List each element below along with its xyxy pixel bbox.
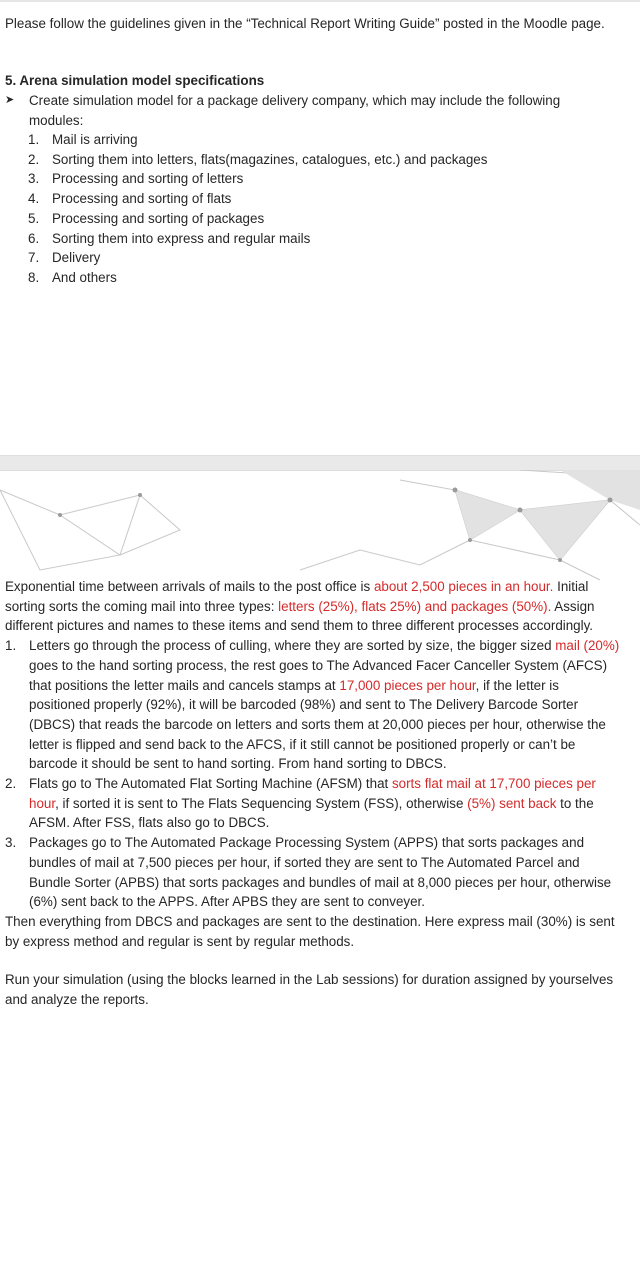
list-item xyxy=(28,248,487,268)
list-item-text: Sorting them into express and regular mails xyxy=(52,230,311,246)
list-item-number: 3. xyxy=(28,171,40,187)
text-run: , if sorted it is sent to The Flats Sequencing System (FSS), otherwise xyxy=(55,795,468,811)
list-item-text xyxy=(29,636,621,774)
text-run: Exponential time between arrivals of mails to the post office is xyxy=(5,579,374,594)
polygon-network-decoration xyxy=(0,470,640,585)
text-run: Initial sorting sorts the coming mail into three types: xyxy=(5,579,589,614)
list-item xyxy=(28,169,487,189)
list-item-text: Processing and sorting of packages xyxy=(52,210,265,226)
module-list xyxy=(28,130,487,288)
list-item-number: 2. xyxy=(5,776,17,792)
list-item-number: 6. xyxy=(28,230,40,246)
list-item-text xyxy=(29,833,621,912)
list-item-number: 5. xyxy=(28,210,40,226)
list-item-number: 3. xyxy=(5,835,17,851)
list-item-number: 4. xyxy=(28,191,40,207)
arrival-paragraph xyxy=(5,577,625,636)
run-instructions: Run your simulation (using the blocks learned in the Lab sessions) for duration assigned by yourselves and analyze the reports. xyxy=(5,972,614,1008)
list-item-number: 1. xyxy=(5,638,17,654)
list-item-text: Processing and sorting of flats xyxy=(52,191,232,207)
highlighted-text: (5%) sent back xyxy=(467,795,557,811)
text-run: Assign different pictures and names to these items and send them to three different processes accordingly. xyxy=(5,598,595,634)
top-rule xyxy=(0,0,640,2)
list-item-number: 7. xyxy=(28,250,40,266)
highlighted-text: letters (25%), flats 25%) and packages (50%). xyxy=(278,598,552,614)
list-item xyxy=(28,150,487,170)
text-run: goes to the hand sorting process, the rest goes to The Advanced Facer Canceller System (AFCS) that positions the letter mails and cancels stamps at xyxy=(29,657,608,693)
list-item xyxy=(28,229,487,249)
text-run: to the AFSM. After FSS, flats also go to DBCS. xyxy=(29,795,594,831)
destination-paragraph: Then everything from DBCS and packages are sent to the destination. Here express mail (30%) is sent by express method and regular is sent by regular methods. xyxy=(5,913,615,949)
highlighted-text: 17,000 pieces per hour xyxy=(339,677,476,693)
list-item-text: Processing and sorting of letters xyxy=(52,171,244,187)
spec-bullet-text: Create simulation model for a package delivery company, which may include the following modules: xyxy=(29,93,561,128)
text-run: Flats go to The Automated Flat Sorting Machine (AFSM) that xyxy=(29,776,392,792)
intro-text: Please follow the guidelines given in the “Technical Report Writing Guide” posted in the Moodle page. xyxy=(5,16,605,31)
list-item-text: Delivery xyxy=(52,250,101,266)
list-item-number: 1. xyxy=(28,132,40,147)
list-item-text xyxy=(29,774,621,833)
list-item xyxy=(28,130,487,150)
list-item-text: And others xyxy=(52,269,117,285)
list-item xyxy=(28,209,487,229)
page-divider xyxy=(0,455,640,471)
text-run: , if the letter is positioned properly (92%), it will be barcoded (98%) and sent to The Delivery Barcode Sorter (DBCS) that reads the barcode on letters and sorts them at 20,000 pieces per hour, otherwise the letter is flipped and send back to the AFCS, if it still cannot be positioned properly or can’t be barcode it should be sent to hand sorting. From hand sorting to DBCS. xyxy=(29,677,606,772)
list-item xyxy=(28,268,487,288)
highlighted-text: about 2,500 pieces in an hour. xyxy=(373,579,554,594)
text-run: Letters go through the process of culling, where they are sorted by size, the bigger sized xyxy=(29,638,556,654)
list-item xyxy=(5,774,625,833)
assignment-description xyxy=(5,577,625,1010)
list-item xyxy=(28,189,487,209)
arrowhead-bullet-icon: ➤ xyxy=(5,94,15,106)
list-item-number: 2. xyxy=(28,151,40,167)
list-item xyxy=(5,833,625,912)
highlighted-text: mail (20%) xyxy=(555,638,620,654)
spec-bullet xyxy=(5,91,605,130)
highlighted-text: sorts flat mail at 17,700 pieces per hour xyxy=(29,776,596,811)
list-item-number: 8. xyxy=(28,269,40,285)
text-run: Packages go to The Automated Package Processing System (APPS) that sorts packages and bundles of mail at 7,500 pieces per hour, if sorted they are sent to The Automated Parcel and Bundle Sorter (APBS) that sorts packages and bundles of mail at 8,000 pieces per hour, otherwise (6%) sent back to the APPS. After APBS they are sent to conveyer. xyxy=(29,835,612,910)
process-list xyxy=(5,636,625,912)
list-item-text: Sorting them into letters, flats(magazines, catalogues, etc.) and packages xyxy=(52,151,488,167)
section-heading: 5. Arena simulation model specifications xyxy=(5,73,265,88)
list-item-text: Mail is arriving xyxy=(52,132,138,147)
list-item xyxy=(5,636,625,774)
